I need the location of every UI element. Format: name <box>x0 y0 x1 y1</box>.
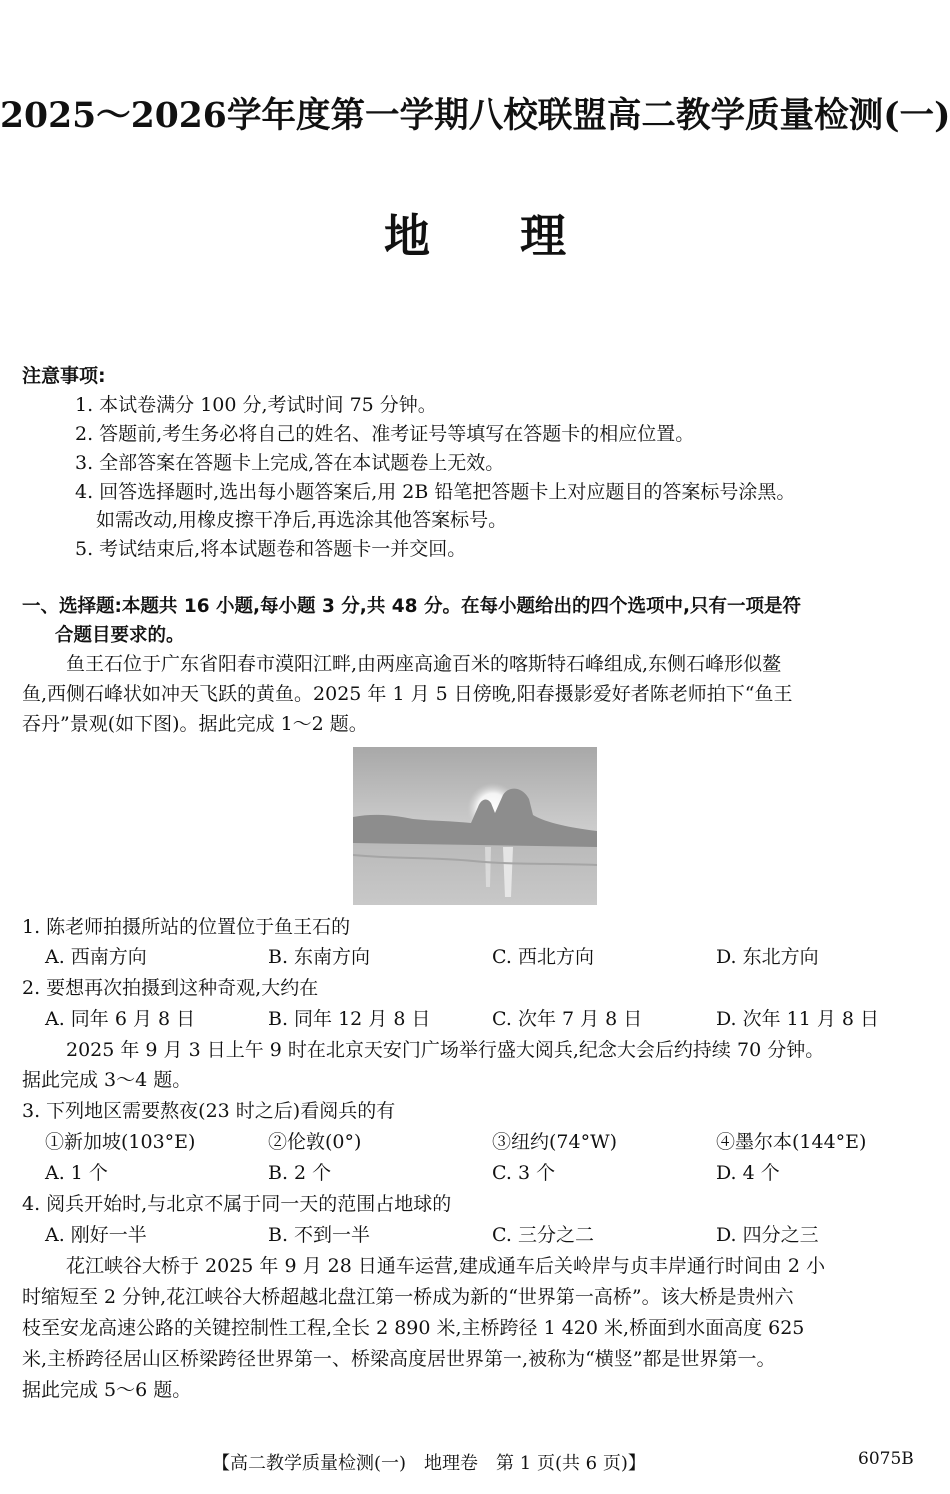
q1-option-b[interactable]: B. 东南方向 <box>268 946 371 968</box>
section-heading-line2: 合题目要求的。 <box>55 625 185 646</box>
passage2-line1: 2025 年 9 月 3 日上午 9 时在北京天安门广场举行盛大阅兵,纪念大会后约持续 70 分钟。 <box>66 1039 825 1061</box>
passage3-line4: 米,主桥跨径居山区桥梁跨径世界第一、桥梁高度居世界第一,被称为“横竖”都是世界第一。 <box>22 1348 776 1370</box>
q2-stem: 2. 要想再次拍摄到这种奇观,大约在 <box>22 977 319 999</box>
q2-option-b[interactable]: B. 同年 12 月 8 日 <box>268 1008 431 1030</box>
q4-stem: 4. 阅兵开始时,与北京不属于同一天的范围占地球的 <box>22 1193 452 1215</box>
q4-option-b[interactable]: B. 不到一半 <box>268 1224 371 1246</box>
subject-char-1: 地 <box>384 209 430 263</box>
passage1-line3: 吞丹”景观(如下图)。据此完成 1～2 题。 <box>22 713 368 735</box>
q3-stem: 3. 下列地区需要熬夜(23 时之后)看阅兵的有 <box>22 1100 396 1122</box>
q3-place-2: ②伦敦(0°) <box>268 1131 362 1153</box>
passage3-line1: 花江峡谷大桥于 2025 年 9 月 28 日通车运营,建成通车后关岭岸与贞丰岸通行时间由 2 小 <box>66 1255 826 1277</box>
q3-option-c[interactable]: C. 3 个 <box>492 1162 556 1184</box>
q3-option-b[interactable]: B. 2 个 <box>268 1162 332 1184</box>
subject-char-2: 理 <box>520 209 566 263</box>
section-heading-line1: 一、选择题:本题共 16 小题,每小题 3 分,共 48 分。在每小题给出的四个选项中,只有一项是符 <box>22 596 801 617</box>
q2-option-a[interactable]: A. 同年 6 月 8 日 <box>45 1008 196 1030</box>
passage1-line1: 鱼王石位于广东省阳春市漠阳江畔,由两座高逾百米的喀斯特石峰组成,东侧石峰形似鳌 <box>66 653 782 675</box>
passage3-line2: 时缩短至 2 分钟,花江峡谷大桥超越北盘江第一桥成为新的“世界第一高桥”。该大桥是贵州六 <box>22 1286 794 1308</box>
notice-item-3: 3. 全部答案在答题卡上完成,答在本试题卷上无效。 <box>75 452 505 474</box>
passage1-line2: 鱼,西侧石峰状如冲天飞跃的黄鱼。2025 年 1 月 5 日傍晚,阳春摄影爱好者陈老师拍下“鱼王 <box>22 683 793 705</box>
q3-place-3: ③纽约(74°W) <box>492 1131 618 1153</box>
notice-item-2: 2. 答题前,考生务必将自己的姓名、准考证号等填写在答题卡的相应位置。 <box>75 423 695 445</box>
notice-item-5: 5. 考试结束后,将本试题卷和答题卡一并交回。 <box>75 538 467 560</box>
passage3-line5: 据此完成 5～6 题。 <box>22 1379 192 1401</box>
subject-title <box>0 200 950 266</box>
q4-option-a[interactable]: A. 刚好一半 <box>45 1224 147 1246</box>
q1-option-d[interactable]: D. 东北方向 <box>716 946 819 968</box>
notice-item-1: 1. 本试卷满分 100 分,考试时间 75 分钟。 <box>75 394 437 416</box>
q1-option-c[interactable]: C. 西北方向 <box>492 946 594 968</box>
q2-option-d[interactable]: D. 次年 11 月 8 日 <box>716 1008 880 1030</box>
q3-option-d[interactable]: D. 4 个 <box>716 1162 780 1184</box>
q1-stem: 1. 陈老师拍摄所站的位置位于鱼王石的 <box>22 916 351 938</box>
exam-title: 2025～2026学年度第一学期八校联盟高二教学质量检测(一) <box>0 95 950 136</box>
q3-option-a[interactable]: A. 1 个 <box>45 1162 108 1184</box>
passage3-line3: 枝至安龙高速公路的关键控制性工程,全长 2 890 米,主桥跨径 1 420 米,桥面到水面高度 625 <box>22 1317 805 1339</box>
paper-code: 6075B <box>858 1449 914 1469</box>
q3-place-4: ④墨尔本(144°E) <box>716 1131 867 1153</box>
page-footer: 【高二教学质量检测(一) 地理卷 第 1 页(共 6 页)】 <box>212 1453 646 1474</box>
notice-heading: 注意事项: <box>22 365 106 387</box>
sunset-photo <box>353 747 597 905</box>
passage2-line2: 据此完成 3～4 题。 <box>22 1069 192 1091</box>
q4-option-d[interactable]: D. 四分之三 <box>716 1224 819 1246</box>
q2-option-c[interactable]: C. 次年 7 月 8 日 <box>492 1008 643 1030</box>
q4-option-c[interactable]: C. 三分之二 <box>492 1224 594 1246</box>
notice-item-4-cont: 如需改动,用橡皮擦干净后,再选涂其他答案标号。 <box>96 509 508 531</box>
notice-item-4: 4. 回答选择题时,选出每小题答案后,用 2B 铅笔把答题卡上对应题目的答案标号涂黑。 <box>75 481 796 503</box>
q1-option-a[interactable]: A. 西南方向 <box>45 946 147 968</box>
q3-place-1: ①新加坡(103°E) <box>45 1131 196 1153</box>
